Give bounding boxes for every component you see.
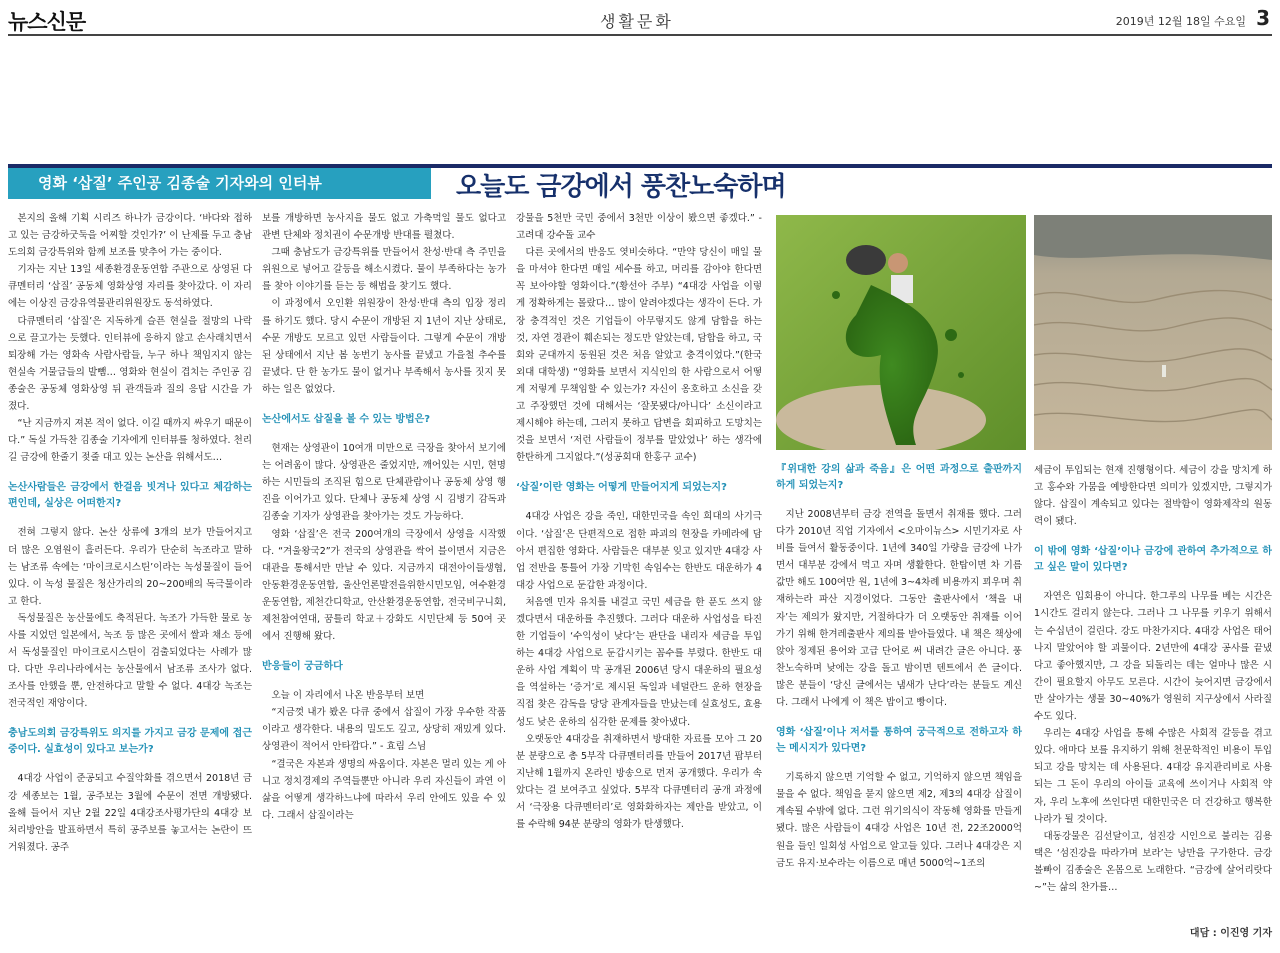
section-name: 생활문화 <box>600 12 674 31</box>
question-heading: 이 밖에 영화 ‘삽질’이나 금강에 관하여 추가적으로 하고 싶은 말이 있다면? <box>1034 546 1272 574</box>
paragraph: 기자는 지난 13일 세종환경운동연합 주관으로 상영된 다큐멘터리 ‘삽질’ 공동체 영화상영 자리를 찾아갔다. 이 자리에는 이상진 금강유역물관리위원장도 동석하였다. <box>8 264 252 310</box>
paragraph: 오늘 이 자리에서 나온 반응부터 보면 <box>271 690 425 702</box>
paragraph: 4대강 사업이 준공되고 수질악화를 겪으면서 2018년 금강 세종보는 1월, 공주보는 3월에 수문이 전면 개방됐다. 올해 들어서 지난 2월 22일 4대강조사평가단의 4대강 보 처리방안을 발표하면서 특히 공주보를 놓고서는 논란이 뜨거워졌다. 공주 <box>8 773 252 853</box>
paragraph: 현재는 상영관이 10여개 미만으로 극장을 찾아서 보기에는 어려움이 많다. 상영관은 줄었지만, 깨어있는 시민, 현명하는 시민들의 조직된 힘으로 단체관람이나 공동체 상영 행진을 이어가고 있다. 단체나 공동체 상영 시 김병기 감독과 김종술 기자가 상영관을 찾아가는 것도 가능하다. <box>262 443 506 523</box>
paragraph: 독성물질은 농산물에도 축적된다. 녹조가 가득한 물로 농사를 지었던 일본에서, 녹조 등 많은 곳에서 쌀과 채소 등에서 독성물질인 마이크로시스틴이 검출되었다는 사례가 많다. 다만 우리나라에서는 농산물에서 남조류 조사가 없다. 조사를 안했을 뿐, 안전하다고 말할 수 없다. 4대강 녹조는 전국적인 재앙이다. <box>8 612 252 710</box>
paragraph: 자연은 입회용이 아니다. 한그루의 나무를 베는 시간은 1시간도 걸리지 않는다. 그러나 그 나무를 키우기 위해서는 수십년이 걸린다. 강도 마찬가지다. 4대강 사업은 태어나지 말았어야 할 괴물이다. 2년만에 4대강 공사를 끝냈다고 좋아했지만, 그 강을 되돌리는 데는 얼마나 많은 시간이 필요할지 아무도 모른다. 시간이 늦어지면 금강에서만 살아가는 생물 30~40%가 영원히 지구상에서 사라질 수도 있다. <box>1034 591 1272 723</box>
column-5 <box>1034 462 1272 918</box>
question-heading: 논산사람들은 금강에서 한걸음 빗겨나 있다고 체감하는 편인데, 실상은 어떠한지? <box>8 482 252 510</box>
paragraph: 전혀 그렇지 않다. 논산 상류에 3개의 보가 만들어지고 더 많은 오염원이 흘러든다. 우리가 단순히 녹조라고 말하는 남조류 속에는 ‘마이크로시스틴’이라는 녹성물질이 들어 있다. 이 녹성 물질은 청산가리의 20~200배의 독극물이라고 한다. <box>8 527 252 607</box>
column-3 <box>516 210 762 935</box>
paragraph: 처음엔 민자 유치를 내걸고 국민 세금을 한 푼도 쓰지 않겠다면서 대운하를 추진했다. 그러다 대운하 사업성을 타진한 기업들이 ‘수익성이 낮다’는 판단을 내리자 세금을 투입하는 4대강 사업으로 둔갑시키는 꼼수를 부렸다. 한반도 대운하 사업 계획이 막 공개된 2006년 당시 대운하의 필요성을 역설하는 ‘증거’로 제시된 독일과 네덜란드 운하 현장을 직접 찾은 감독을 당당 관계자들을 만났는데 실효성도, 효용성도 낮은 운하의 심각한 문제를 찾아냈다. <box>516 596 762 728</box>
column-4 <box>776 462 1022 935</box>
column-1 <box>8 210 252 935</box>
riverbed-sand-photo <box>1034 215 1272 450</box>
paragraph: 보를 개방하면 농사지을 물도 없고 가축먹일 물도 없다고 관변 단체와 정치권이 수문개방 반대를 펼쳤다. <box>262 213 506 242</box>
paragraph: 4대강 사업은 강을 죽인, 대한민국을 속인 희대의 사기극이다. ‘삽질’은 단편적으로 접한 파괴의 현장을 카메라에 담아서 편집한 영화다. 사람들은 대부분 잊고 있지만 4대강 사업 전반을 통틀어 가장 기막힌 속임수는 한반도 대운하가 4대강 사업으로 둔갑한 과정이다. <box>516 511 762 591</box>
paragraph: 영화 ‘삽질’은 전국 200여개의 극장에서 상영을 시작했다. “겨울왕국2”가 전국의 상영관을 싹어 블이면서 지금은 대관을 통해서만 만날 수 있다. 지금까지 대전아이들생협, 안동환경운동연합, 울산언론발전을위한시민모임, 여수환경운동연합, 제천간디학교, 안산환경운동연합, 전국비구니회, 제천참여연대, 꿈틀리 학교＋강화도 시민단체 등 50여 곳에서 진행해 왔다. <box>262 528 506 643</box>
paragraph: 이 과정에서 오인환 위원장이 찬성·반대 측의 입장 정리를 하기도 했다. 당시 수문이 개방된 지 1년이 지난 상태로, 수문 개방도 모르고 있던 사람들이다. 그렇게 수문이 개방된 상태에서 지난 봄 농번기 농사를 끝냈고 가을철 추수를 끝냈다. 단 한 농가도 물이 없거나 부족해서 농사를 짓지 못하는 일은 없었다. <box>262 298 506 395</box>
newspaper-logo: 뉴스신문 <box>8 10 86 34</box>
question-heading: 영화 ‘삽질’이나 저서를 통하여 궁극적으로 전하고자 하는 메시지가 있다면? <box>776 727 1022 755</box>
byline-credit: 대담 : 이진영 기자 <box>1189 928 1272 939</box>
header-rule <box>8 34 1272 36</box>
paragraph: 오랫동안 4대강을 취재하면서 방대한 자료를 모아 그 20분 분량으로 총 5부작 다큐멘터리를 만들어 2017년 팝부터 지난해 1월까지 온라인 방송으로 먼저 공개했다. 우리가 속았다는 걸 보여주고 싶었다. 5부작 다큐멘터리 공개 과정에서 ‘극장용 다큐멘터리’로 영화화하자는 제안을 받았고, 이를 수락해 94분 분량의 영화가 탄생했다. <box>516 733 762 831</box>
article-headline: 오늘도 금강에서 풍찬노숙하며 <box>456 172 786 202</box>
paragraph: 본지의 올해 기획 시리즈 하나가 금강이다. ‘바다와 접하고 있는 금강하굿둑을 어찌할 것인가?’ 이 난제를 두고 충남도의회 금강특위와 함께 보조를 맞추어 가는 중이다. <box>8 213 252 259</box>
paragraph: 우리는 4대강 사업을 통해 수많은 사회적 갈등을 겪고 있다. 애마다 보를 유지하기 위해 천문학적인 비용이 투입되고 강을 망치는 데 사용된다. 4대강 유지관리비로 사용되는 그 돈이 우리의 아이들 교육에 쓰이거나 사회적 약자, 우리 노후에 쓰인다면 대한민국은 더 건강하고 행복한나라가 될 것이다. <box>1034 728 1272 825</box>
page-number: 3 <box>1256 6 1270 30</box>
green-algae-water-photo <box>776 215 1026 450</box>
paragraph: 강물을 5천만 국민 중에서 3천만 이상이 봤으면 좋겠다.” - 고려대 강수돌 교수 <box>516 213 762 242</box>
paragraph: 지난 2008년부터 금강 전역을 돌면서 취재를 했다. 그러다가 2010년 직업 기자에서 <오마이뉴스> 시민기자로 사비를 들여서 활동중이다. 1년에 340일 가량을 금강에 나가면서 대부분 강에서 먹고 자며 생활한다. 한탑이면 차 기름값만 해도 100여만 원, 1년에 3~4차례 비용까지 꾀우며 취재하는라 파산 지경이었다. 그동안 출판사에서 ‘책을 내자’는 제의가 왔지만, 거절하다가 더 오랫동안 취재를 이어가기 위해 한겨레출판사 제의를 받아들였다. 내 책은 책상에 앉아 정제된 용어와 고급 단어로 써 내려간 글은 아니다. 풍찬노숙하며 낮에는 강을 돌고 밤이면 텐트에서 쓴 글이다. 많은 분들이 ‘당신 글에서는 냄새가 난다’라는 분들도 계신다. 그래서 나에게 이 책은 밥이고 빵이다. <box>776 509 1022 709</box>
paragraph: “지금껏 내가 봤온 다큐 중에서 삽질이 가장 우수한 작품이라고 생각한다. 내용의 밀도도 깊고, 상당히 재밌게 있다. 상영관이 적어서 안타깝다.” - 효림 스님 <box>262 707 506 753</box>
paragraph: “난 지금까지 져본 적이 없다. 이길 때까지 싸우기 때문이다.” 독실 가득찬 김종술 기자에게 인터뷰를 청하였다. 천리길 금강에 한줄기 젖줄 대고 있는 논산을 위해서도… <box>8 418 252 464</box>
paragraph: 그때 충남도가 금강특위를 만들어서 찬성·반대 측 주민을 위원으로 넣어고 갈등을 해소시켰다. 물이 부족하다는 농가를 찾아 이야기를 듣는 등 해법을 찾기도 했다. <box>262 247 506 293</box>
question-heading: 반응들이 궁금하다 <box>262 661 343 673</box>
paragraph: 기록하지 않으면 기억할 수 없고, 기억하지 않으면 책임을 물을 수 없다. 책임을 묻지 않으면 제2, 제3의 4대강 삽질이 계속될 수밖에 없다. 그런 위기의식이 작동해 영화를 만들게 됐다. 많은 사람들이 4대강 사업은 10년 전, 22조2000억원을 들인 일회성 사업으로 알고들 있다. 그러나 4대강은 지금도 유지·보수라는 이름으로 매년 5000억~1조의 <box>776 772 1022 869</box>
column-2 <box>262 210 506 935</box>
question-heading: ‘삽질’이란 영화는 어떻게 만들어지게 되었는지? <box>516 482 727 494</box>
paragraph: 다른 곳에서의 반응도 엿비슷하다. “만약 당신이 매일 물을 마셔야 한다면 매일 세수를 하고, 머리를 감아야 한다면 꼭 보아야할 영화이다.”(황선아 주부) “4대강 사업을 이렇게 정확하게는 몰랐다… 많이 알려야겠다는 생각이 든다. 가장 충격적인 것은 기업들이 아무렇지도 않게 담합을 하는 것, 자연 경관이 훼손되는 정도만 알았는데, 담합을 하고, 국회와 군대까지 동원된 것은 처음 알았고 충격이었다.”(한국외대 대학생) “영화를 보면서 지식인의 한 사람으로서 어떻게 저렇게 무책임할 수 있는가? 자신이 옹호하고 소신을 갖고 주장했던 것에 대해서는 ‘잘못됐다/아니다’ 소신이라고 제시해야 하는데, 그러지 못하고 답변을 회피하고 도망치는 것을 보면서 ‘저런 사람들이 정부를 맡았었나’ 하는 생각에 한탄하게 그지없다.”(성공회대 한홍구 교수) <box>516 247 762 464</box>
question-heading: 『위대한 강의 삶과 죽음』은 어떤 과정으로 출판까지 하게 되었는지? <box>776 464 1022 491</box>
issue-date: 2019년 12월 18일 수요일 <box>1115 15 1246 28</box>
masthead <box>0 0 1280 40</box>
question-heading: 논산에서도 삽질을 볼 수 있는 방법은? <box>262 414 431 426</box>
paragraph: 대동강물은 김선달이고, 섬진강 시인으로 불리는 김용택은 ‘섬진강을 따라가며 보라’는 낭만을 구가한다. 금강볼빠이 김종술은 온몸으로 노래한다. “금강에 살어리랏다~”는 삶의 찬가를… <box>1034 830 1272 893</box>
article-kicker: 영화 ‘삽질’ 주인공 김종술 기자와의 인터뷰 <box>8 168 431 199</box>
paragraph: 다큐멘터리 ‘삽질’은 지독하게 슬픈 현실을 절망의 나락으로 끌고가는 듯했다. 인터뷰에 응하지 않고 손사래치면서 퇴장해 가는 영화속 사람사람들, 누구 하나 책임지지 않는 현실속 거물급들의 발뺌… 영화와 현실이 겹치는 주인공 김종술은 공동체 영화상영 뒤 관객들과 질의 응답 시간을 가졌다. <box>8 315 252 413</box>
question-heading: 충남도의회 금강특위도 의지를 가지고 금강 문제에 접근중이다. 실효성이 있다고 보는가? <box>8 728 252 756</box>
paragraph: 세금이 투입되는 현재 진행형이다. 세금이 강을 망치게 하고 홍수와 가뭄을 예방한다면 의미가 있겠지만, 그렇지가 않다. 삽질이 계속되고 있다는 절박함이 영화제작의 원동력이 됐다. <box>1034 465 1272 528</box>
paragraph: “결국은 자본과 생명의 싸움이다. 자본은 멀리 있는 게 아니고 정치경제의 주역들뿐만 아니라 우리 자신들이 과연 이 삶을 어떻게 생각하느냐에 따라서 우리 안에도 있을 수 있다. 그래서 삽질이라는 <box>262 758 506 821</box>
